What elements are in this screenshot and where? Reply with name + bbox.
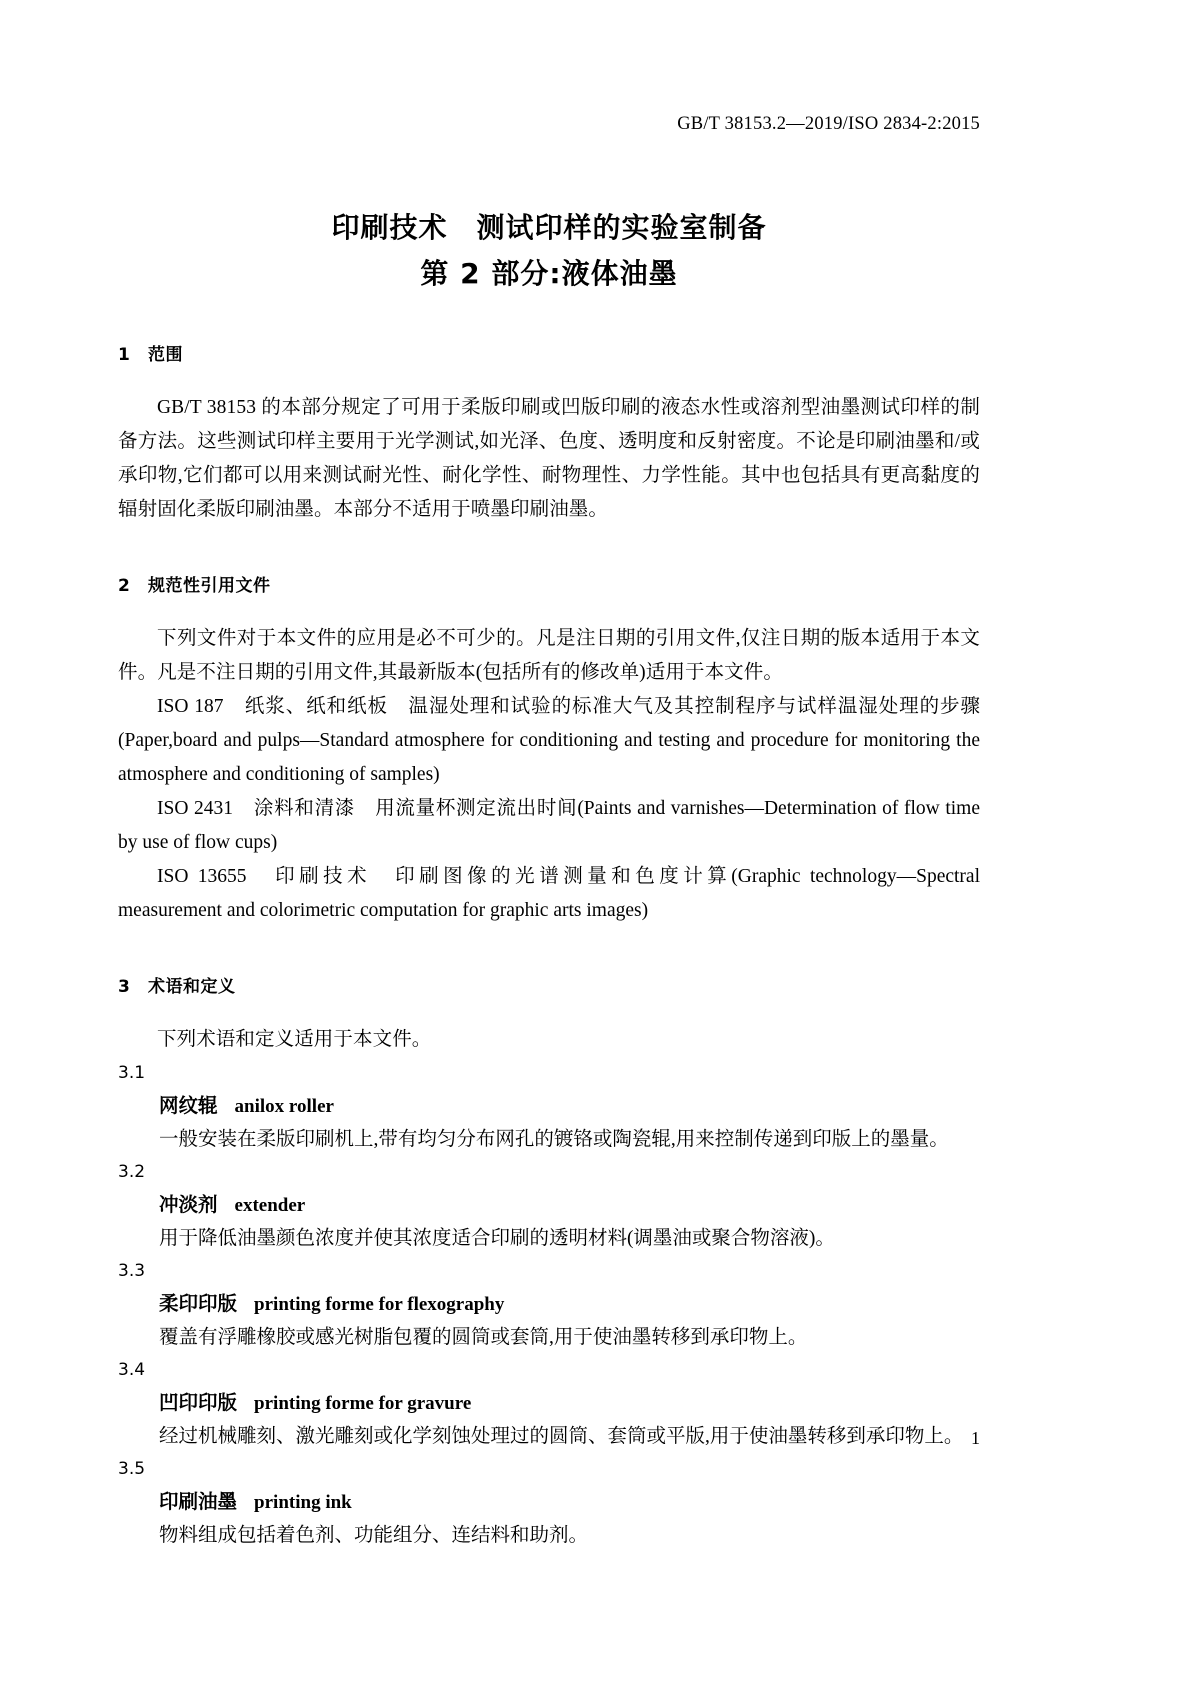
term-en-3-4: printing forme for gravure	[254, 1393, 472, 1414]
spacer	[118, 365, 980, 391]
section-3-paragraph: 下列术语和定义适用于本文件。	[157, 1029, 432, 1050]
section-heading-1	[118, 340, 980, 365]
section-heading-2	[118, 571, 980, 596]
section-heading-3	[118, 972, 980, 997]
document-body	[118, 340, 980, 1552]
spacer	[118, 527, 980, 571]
section-title-3: 术语和定义	[148, 977, 236, 997]
reference-iso-187: ISO 187 纸浆、纸和纸板 温湿处理和试验的标准大气及其控制程序与试样温湿处理的步骤(Paper,board and pulps—Standard atmosphere for conditioning and testing and procedure for monitoring the atmosphere and conditioning of samples)	[118, 696, 980, 785]
term-en-3-5: printing ink	[254, 1492, 352, 1513]
spacer	[118, 997, 980, 1023]
term-definition-3-5: 物料组成包括着色剂、功能组分、连结料和助剂。	[158, 1525, 588, 1546]
document-title	[118, 205, 980, 297]
term-en-3-1: anilox roller	[234, 1096, 334, 1117]
term-title-3-5	[118, 1485, 980, 1519]
document-title-line1: 印刷技术 测试印样的实验室制备	[331, 211, 767, 244]
section-2-paragraph: 下列文件对于本文件的应用是必不可少的。凡是注日期的引用文件,仅注日期的版本适用于本文件。凡是不注日期的引用文件,其最新版本(包括所有的修改单)适用于本文件。	[118, 628, 980, 683]
section-number-2: 2	[118, 576, 131, 596]
reference-iso-13655: ISO 13655 印刷技术 印刷图像的光谱测量和色度计算(Graphic technology—Spectral measurement and colorimetric computation for graphic arts images)	[118, 866, 980, 921]
term-number-3-2: 3.2	[118, 1162, 146, 1182]
running-header: GB/T 38153.2—2019/ISO 2834-2:2015	[677, 114, 980, 134]
term-zh-3-2: 冲淡剂	[158, 1193, 218, 1216]
section-number-3: 3	[118, 977, 131, 997]
term-zh-3-4: 凹印印版	[158, 1391, 237, 1414]
term-number-3-5: 3.5	[118, 1459, 146, 1479]
term-title-3-1	[118, 1089, 980, 1123]
term-number-3-4: 3.4	[118, 1360, 146, 1380]
term-number-3-1: 3.1	[118, 1063, 146, 1083]
term-title-3-3	[118, 1287, 980, 1321]
spacer	[118, 596, 980, 622]
section-title-2: 规范性引用文件	[148, 576, 271, 596]
page-number: 1	[971, 1428, 980, 1448]
term-zh-3-5: 印刷油墨	[158, 1490, 237, 1513]
term-zh-3-1: 网纹辊	[158, 1094, 218, 1117]
term-zh-3-3: 柔印印版	[158, 1292, 237, 1315]
section-number-1: 1	[118, 345, 131, 365]
term-title-3-2	[118, 1188, 980, 1222]
reference-iso-2431: ISO 2431 涂料和清漆 用流量杯测定流出时间(Paints and varnishes—Determination of flow time by use of flow cups)	[118, 798, 980, 853]
page-content-area	[118, 0, 980, 1684]
term-en-3-3: printing forme for flexography	[254, 1294, 505, 1315]
term-title-3-4	[118, 1386, 980, 1420]
term-definition-3-1: 一般安装在柔版印刷机上,带有均匀分布网孔的镀铬或陶瓷辊,用来控制传递到印版上的墨量。	[158, 1129, 949, 1150]
term-definition-3-2: 用于降低油墨颜色浓度并使其浓度适合印刷的透明材料(调墨油或聚合物溶液)。	[158, 1228, 835, 1249]
term-definition-3-3: 覆盖有浮雕橡胶或感光树脂包覆的圆筒或套筒,用于使油墨转移到承印物上。	[158, 1327, 808, 1348]
spacer	[118, 928, 980, 972]
section-1-paragraph: GB/T 38153 的本部分规定了可用于柔版印刷或凹版印刷的液态水性或溶剂型油墨测试印样的制备方法。这些测试印样主要用于光学测试,如光泽、色度、透明度和反射密度。不论是印刷油墨和/或承印物,它们都可以用来测试耐光性、耐化学性、耐物理性、力学性能。其中也包括具有更高黏度的辐射固化柔版印刷油墨。本部分不适用于喷墨印刷油墨。	[118, 397, 980, 520]
term-definition-3-4: 经过机械雕刻、激光雕刻或化学刻蚀处理过的圆筒、套筒或平版,用于使油墨转移到承印物上。	[158, 1426, 964, 1447]
document-title-line2: 第 2 部分:液体油墨	[420, 257, 678, 290]
term-en-3-2: extender	[234, 1195, 306, 1216]
section-title-1: 范围	[148, 345, 183, 365]
term-number-3-3: 3.3	[118, 1261, 146, 1281]
